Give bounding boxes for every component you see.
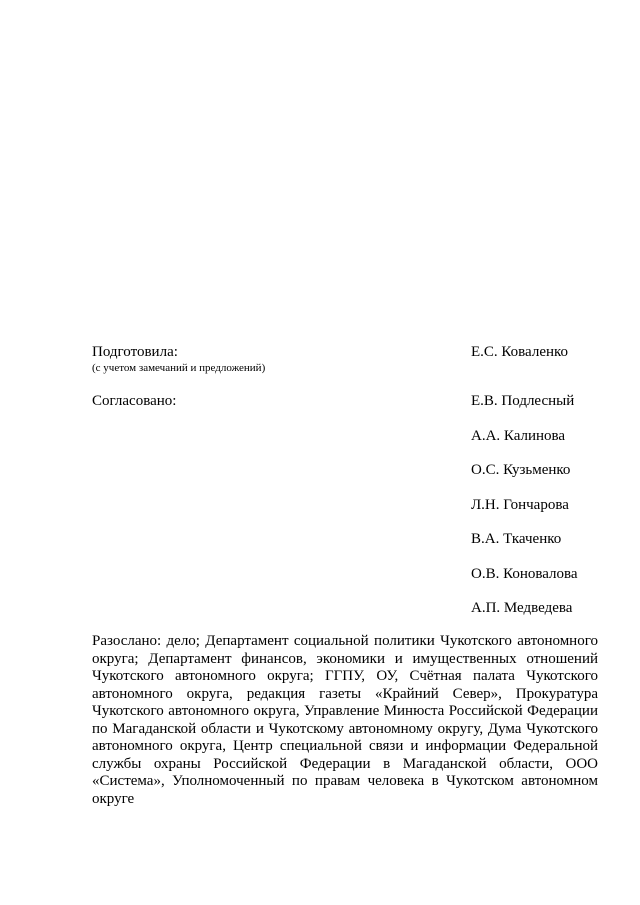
approver-name: О.В. Коновалова bbox=[471, 566, 578, 582]
approver-name: А.П. Медведева bbox=[471, 600, 573, 616]
approved-label: Согласовано: bbox=[92, 393, 177, 409]
prepared-name: Е.С. Коваленко bbox=[471, 344, 569, 360]
approver-name: В.А. Ткаченко bbox=[471, 531, 562, 547]
approver-name: А.А. Калинова bbox=[471, 428, 566, 444]
prepared-label: Подготовила: bbox=[92, 344, 178, 360]
approver-name: Е.В. Подлесный bbox=[471, 393, 575, 409]
distribution-list: Разослано: дело; Департамент социальной политики Чукотского автономного округа; Департамент финансов, экономики и имущественных отношений Чукотского автономного округа; ГГПУ, ОУ, Счётная палата Чукотского автономного округа, редакция газеты «Крайний Север», Прокуратура Чукотского автономного округа, Управление Минюста Российской Федерации по Магаданской области и Чукотскому автономному округу, Дума Чукотского автономного округа, Центр специальной связи и информации Федеральной службы охраны Российской Федерации в Магаданской области, ООО «Система», Уполномоченный по правам человека в Чукотском автономном округе bbox=[92, 633, 598, 807]
approver-name: О.С. Кузьменко bbox=[471, 462, 571, 478]
approver-name: Л.Н. Гончарова bbox=[471, 497, 569, 513]
prepared-note: (с учетом замечаний и предложений) bbox=[92, 362, 266, 374]
